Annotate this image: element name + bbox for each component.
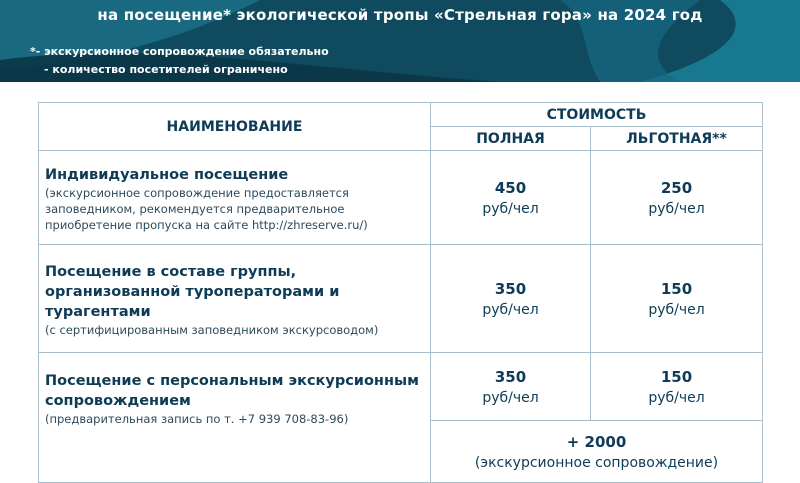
table-row [39,353,763,421]
discount-price-cell [591,151,763,245]
full-price-cell [431,245,591,353]
full-price-cell [431,353,591,421]
full-price-unit: руб/чел [482,301,539,318]
note-visitors-limited: - количество посетителей ограничено [44,63,288,76]
price-table [38,102,763,483]
row-title: Посещение в составе группы, организованной туроператорами и турагентами [45,263,340,320]
header-banner [0,0,800,82]
discount-price-value: 150 [660,367,693,386]
table-row [39,151,763,245]
full-price-value: 450 [494,178,527,197]
row-note: (предварительная запись по т. +7 939 708-83-96) [45,412,349,426]
header-full-price: ПОЛНАЯ [431,127,591,151]
discount-price-cell [591,353,763,421]
row-note: (с сертифицированным заповедником экскурсоводом) [45,322,379,337]
discount-price-value: 150 [660,279,693,298]
full-price-value: 350 [494,279,527,298]
banner-title: на посещение* экологической тропы «Стрельная гора» на 2024 год [97,6,703,24]
note-escort-required: *- экскурсионное сопровождение обязательно [30,45,329,58]
full-price-unit: руб/чел [482,389,539,406]
discount-price-unit: руб/чел [648,389,705,406]
full-price-value: 350 [494,367,527,386]
row-name-cell [39,151,431,245]
extra-price-cell [431,421,763,483]
row-note: (экскурсионное сопровождение предоставляется заповедником, рекомендуется предварительное приобретение пропуска на сайте http://zhreserve.ru/) [45,185,368,232]
row-title: Посещение с персональным экскурсионным сопровождением [45,373,419,409]
extra-price-value: + 2000 [566,433,627,451]
table-row [39,245,763,353]
row-name-cell [39,245,431,353]
discount-price-unit: руб/чел [648,301,705,318]
full-price-cell [431,151,591,245]
extra-price-note: (экскурсионное сопровождение) [474,455,719,471]
header-name: НАИМЕНОВАНИЕ [39,103,431,151]
discount-price-unit: руб/чел [648,200,705,217]
header-discount-price: ЛЬГОТНАЯ** [591,127,763,151]
row-title: Индивидуальное посещение [45,166,289,183]
discount-price-cell [591,245,763,353]
discount-price-value: 250 [660,178,693,197]
row-name-cell [39,353,431,483]
header-cost: СТОИМОСТЬ [431,103,763,127]
full-price-unit: руб/чел [482,200,539,217]
